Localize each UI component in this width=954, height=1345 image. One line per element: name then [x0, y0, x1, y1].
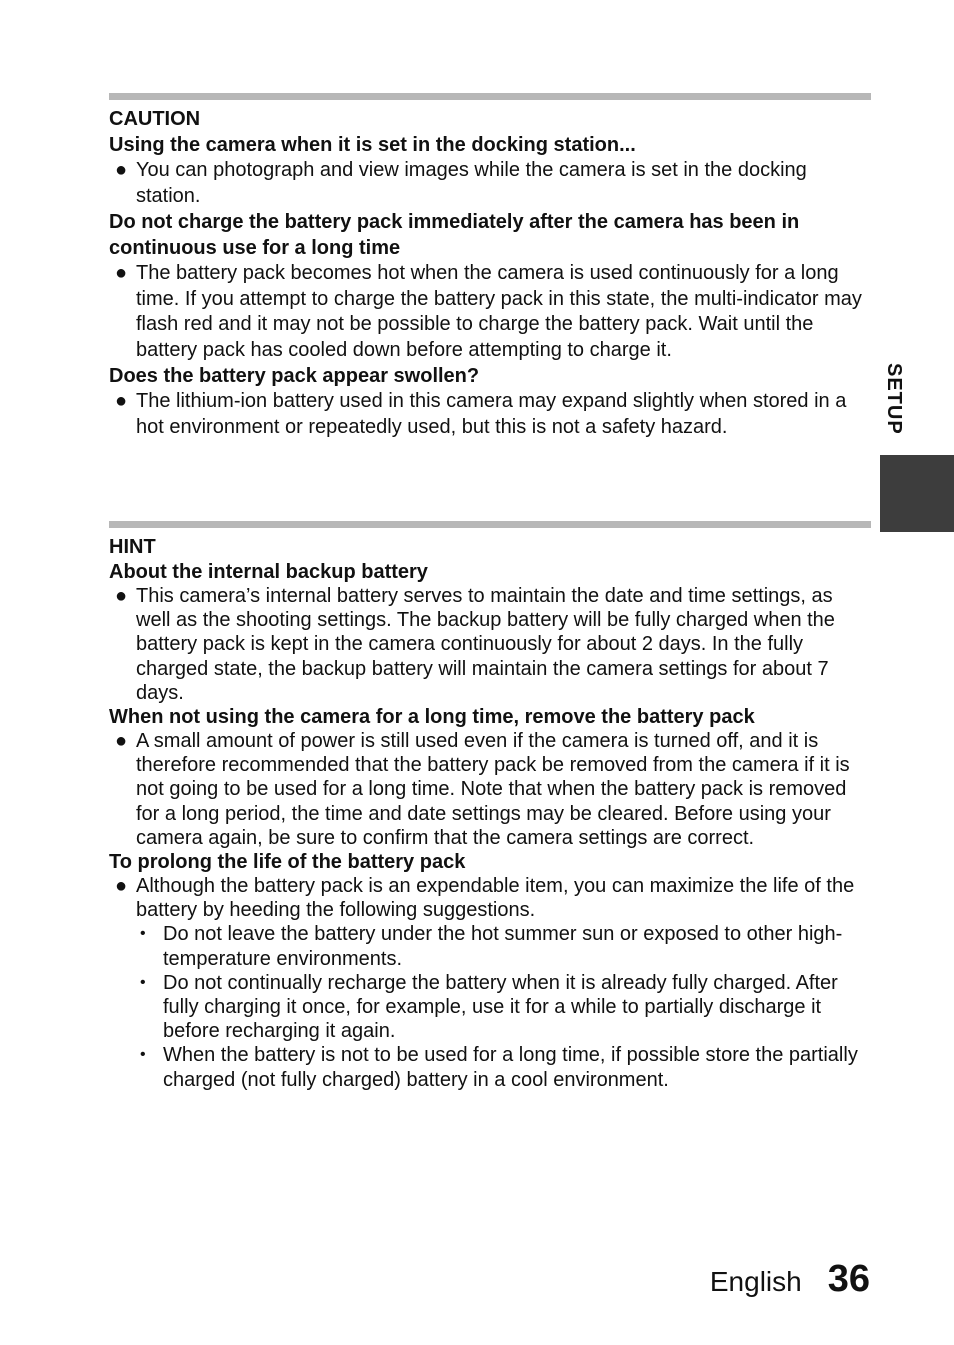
list-item: ● You can photograph and view images while the camera is set in the docking station. — [115, 159, 807, 207]
hint-heading-remove: When not using the camera for a long time, remove the battery pack — [109, 706, 755, 729]
hint-heading-backup: About the internal backup battery — [109, 561, 428, 583]
bullet-icon: ● — [115, 730, 128, 753]
section-tab — [880, 455, 954, 532]
section-tab-label: SETUP — [883, 363, 905, 435]
hint-heading-prolong: To prolong the life of the battery pack — [109, 851, 466, 874]
page-number: 36 — [827, 1258, 870, 1300]
sub-list-item: • When the battery is not to be used for a long time, if possible store the partially charged (not fully charged) battery in a cool environment. — [140, 1044, 858, 1091]
caution-rule — [109, 93, 871, 100]
bullet-icon: ● — [115, 585, 128, 607]
small-bullet-icon: • — [140, 925, 146, 943]
hint-label: HINT — [109, 536, 156, 558]
small-bullet-icon: • — [140, 973, 146, 991]
footer-language: English — [709, 1266, 802, 1297]
bullet-icon: ● — [115, 875, 128, 898]
list-item: ● This camera’s internal battery serves to maintain the date and time settings, as well as the shooting settings. The backup battery will be fully charged when the battery pack is kept in the camera continuously for about 2 days. In the fully charged state, the backup battery will maintain the camera settings for about 7 days. — [115, 585, 835, 704]
hint-box — [109, 521, 871, 1092]
small-bullet-icon: • — [140, 1046, 146, 1064]
caution-heading-swollen: Does the battery pack appear swollen? — [109, 365, 480, 387]
bullet-icon: ● — [115, 262, 128, 284]
list-item: ● Although the battery pack is an expendable item, you can maximize the life of the battery by heeding the following suggestions. — [115, 875, 855, 922]
list-item: ● The battery pack becomes hot when the camera is used continuously for a long time. If you attempt to charge the battery pack in this state, the multi-indicator may flash red and it may not be possible to charge the battery pack. Wait until the battery pack has cooled down before attempting to charge it. — [115, 262, 862, 361]
list-item: ● The lithium-ion battery used in this camera may expand slightly when stored in a hot environment or repeatedly used, but this is not a safety hazard. — [115, 390, 847, 438]
bullet-icon: ● — [115, 159, 128, 181]
hint-rule — [109, 521, 871, 528]
page-footer — [710, 1258, 870, 1301]
caution-box — [109, 93, 871, 440]
caution-label: CAUTION — [109, 108, 201, 130]
list-item: ● A small amount of power is still used even if the camera is turned off, and it is therefore recommended that the battery pack be removed from the camera if it is not going to be used for a long time. Note that when the battery pack is removed for a long period, the time and date settings may be cleared. Before using your camera again, be sure to confirm that the camera settings are correct. — [115, 730, 850, 849]
sub-list-item: • Do not leave the battery under the hot summer sun or exposed to other high-temperature environments. — [140, 923, 843, 970]
sub-list-item: • Do not continually recharge the battery when it is already fully charged. After fully charging it once, for example, use it for a while to partially discharge it before recharging it again. — [140, 971, 838, 1043]
caution-heading-charge: Do not charge the battery pack immediately after the camera has been in continuous use for a long time — [109, 211, 800, 259]
bullet-icon: ● — [115, 390, 128, 412]
caution-heading-docking: Using the camera when it is set in the docking station... — [109, 134, 636, 156]
